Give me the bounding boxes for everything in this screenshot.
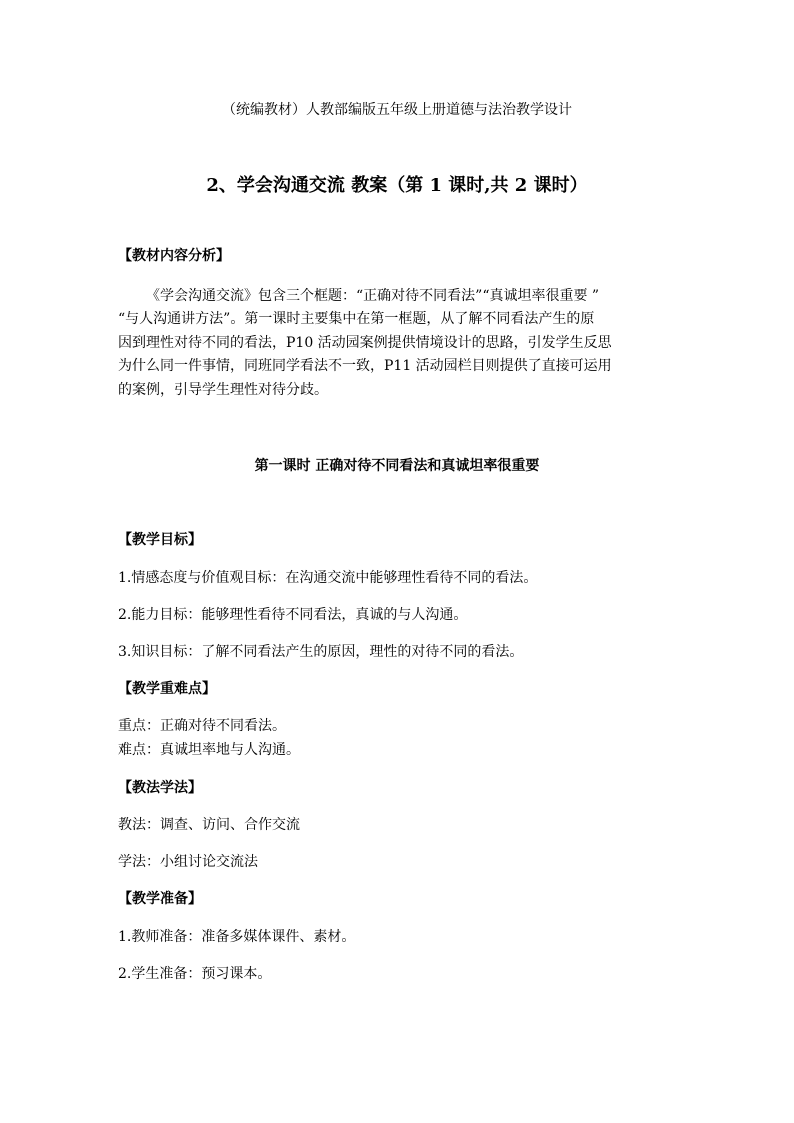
objective-item-3: 3.知识目标：了解不同看法产生的原因，理性的对待不同的看法。 (118, 644, 524, 660)
analysis-line-5: 的案例，引导学生理性对待分歧。 (118, 382, 328, 398)
analysis-heading: 【教材内容分析】 (118, 248, 230, 264)
analysis-line-2: “与人沟通讲方法”。第一课时主要集中在第一框题，从了解不同看法产生的原 (118, 311, 595, 327)
analysis-line-1: 《学会沟通交流》包含三个框题：“正确对待不同看法”“真诚坦率很重要 ” (146, 288, 600, 304)
learning-method: 学法：小组讨论交流法 (118, 854, 258, 870)
student-preparation: 2.学生准备：预习课本。 (118, 966, 272, 982)
document-title: 2、学会沟通交流 教案（第 1 课时,共 2 课时） (206, 175, 588, 196)
teacher-preparation: 1.教师准备：准备多媒体课件、素材。 (118, 929, 356, 945)
objective-item-2: 2.能力目标：能够理性看待不同看法，真诚的与人沟通。 (118, 607, 468, 623)
key-point-important: 重点：正确对待不同看法。 (118, 718, 286, 734)
lesson-title: 第一课时 正确对待不同看法和真诚坦率很重要 (254, 458, 540, 474)
methods-heading: 【教法学法】 (118, 780, 202, 796)
objective-item-1: 1.情感态度与价值观目标：在沟通交流中能够理性看待不同的看法。 (118, 570, 538, 586)
key-point-difficult: 难点：真诚坦率地与人沟通。 (118, 742, 300, 758)
objectives-heading: 【教学目标】 (118, 532, 202, 548)
key-points-heading: 【教学重难点】 (118, 681, 216, 697)
analysis-line-3: 因到理性对待不同的看法，P10 活动园案例提供情境设计的思路，引发学生反思 (118, 335, 612, 351)
analysis-line-4: 为什么同一件事情，同班同学看法不一致，P11 活动园栏目则提供了直接可运用 (118, 358, 612, 374)
preparation-heading: 【教学准备】 (118, 891, 202, 907)
teaching-method: 教法：调查、访问、合作交流 (118, 817, 300, 833)
document-subtitle: （统编教材）人教部编版五年级上册道德与法治教学设计 (222, 102, 572, 118)
